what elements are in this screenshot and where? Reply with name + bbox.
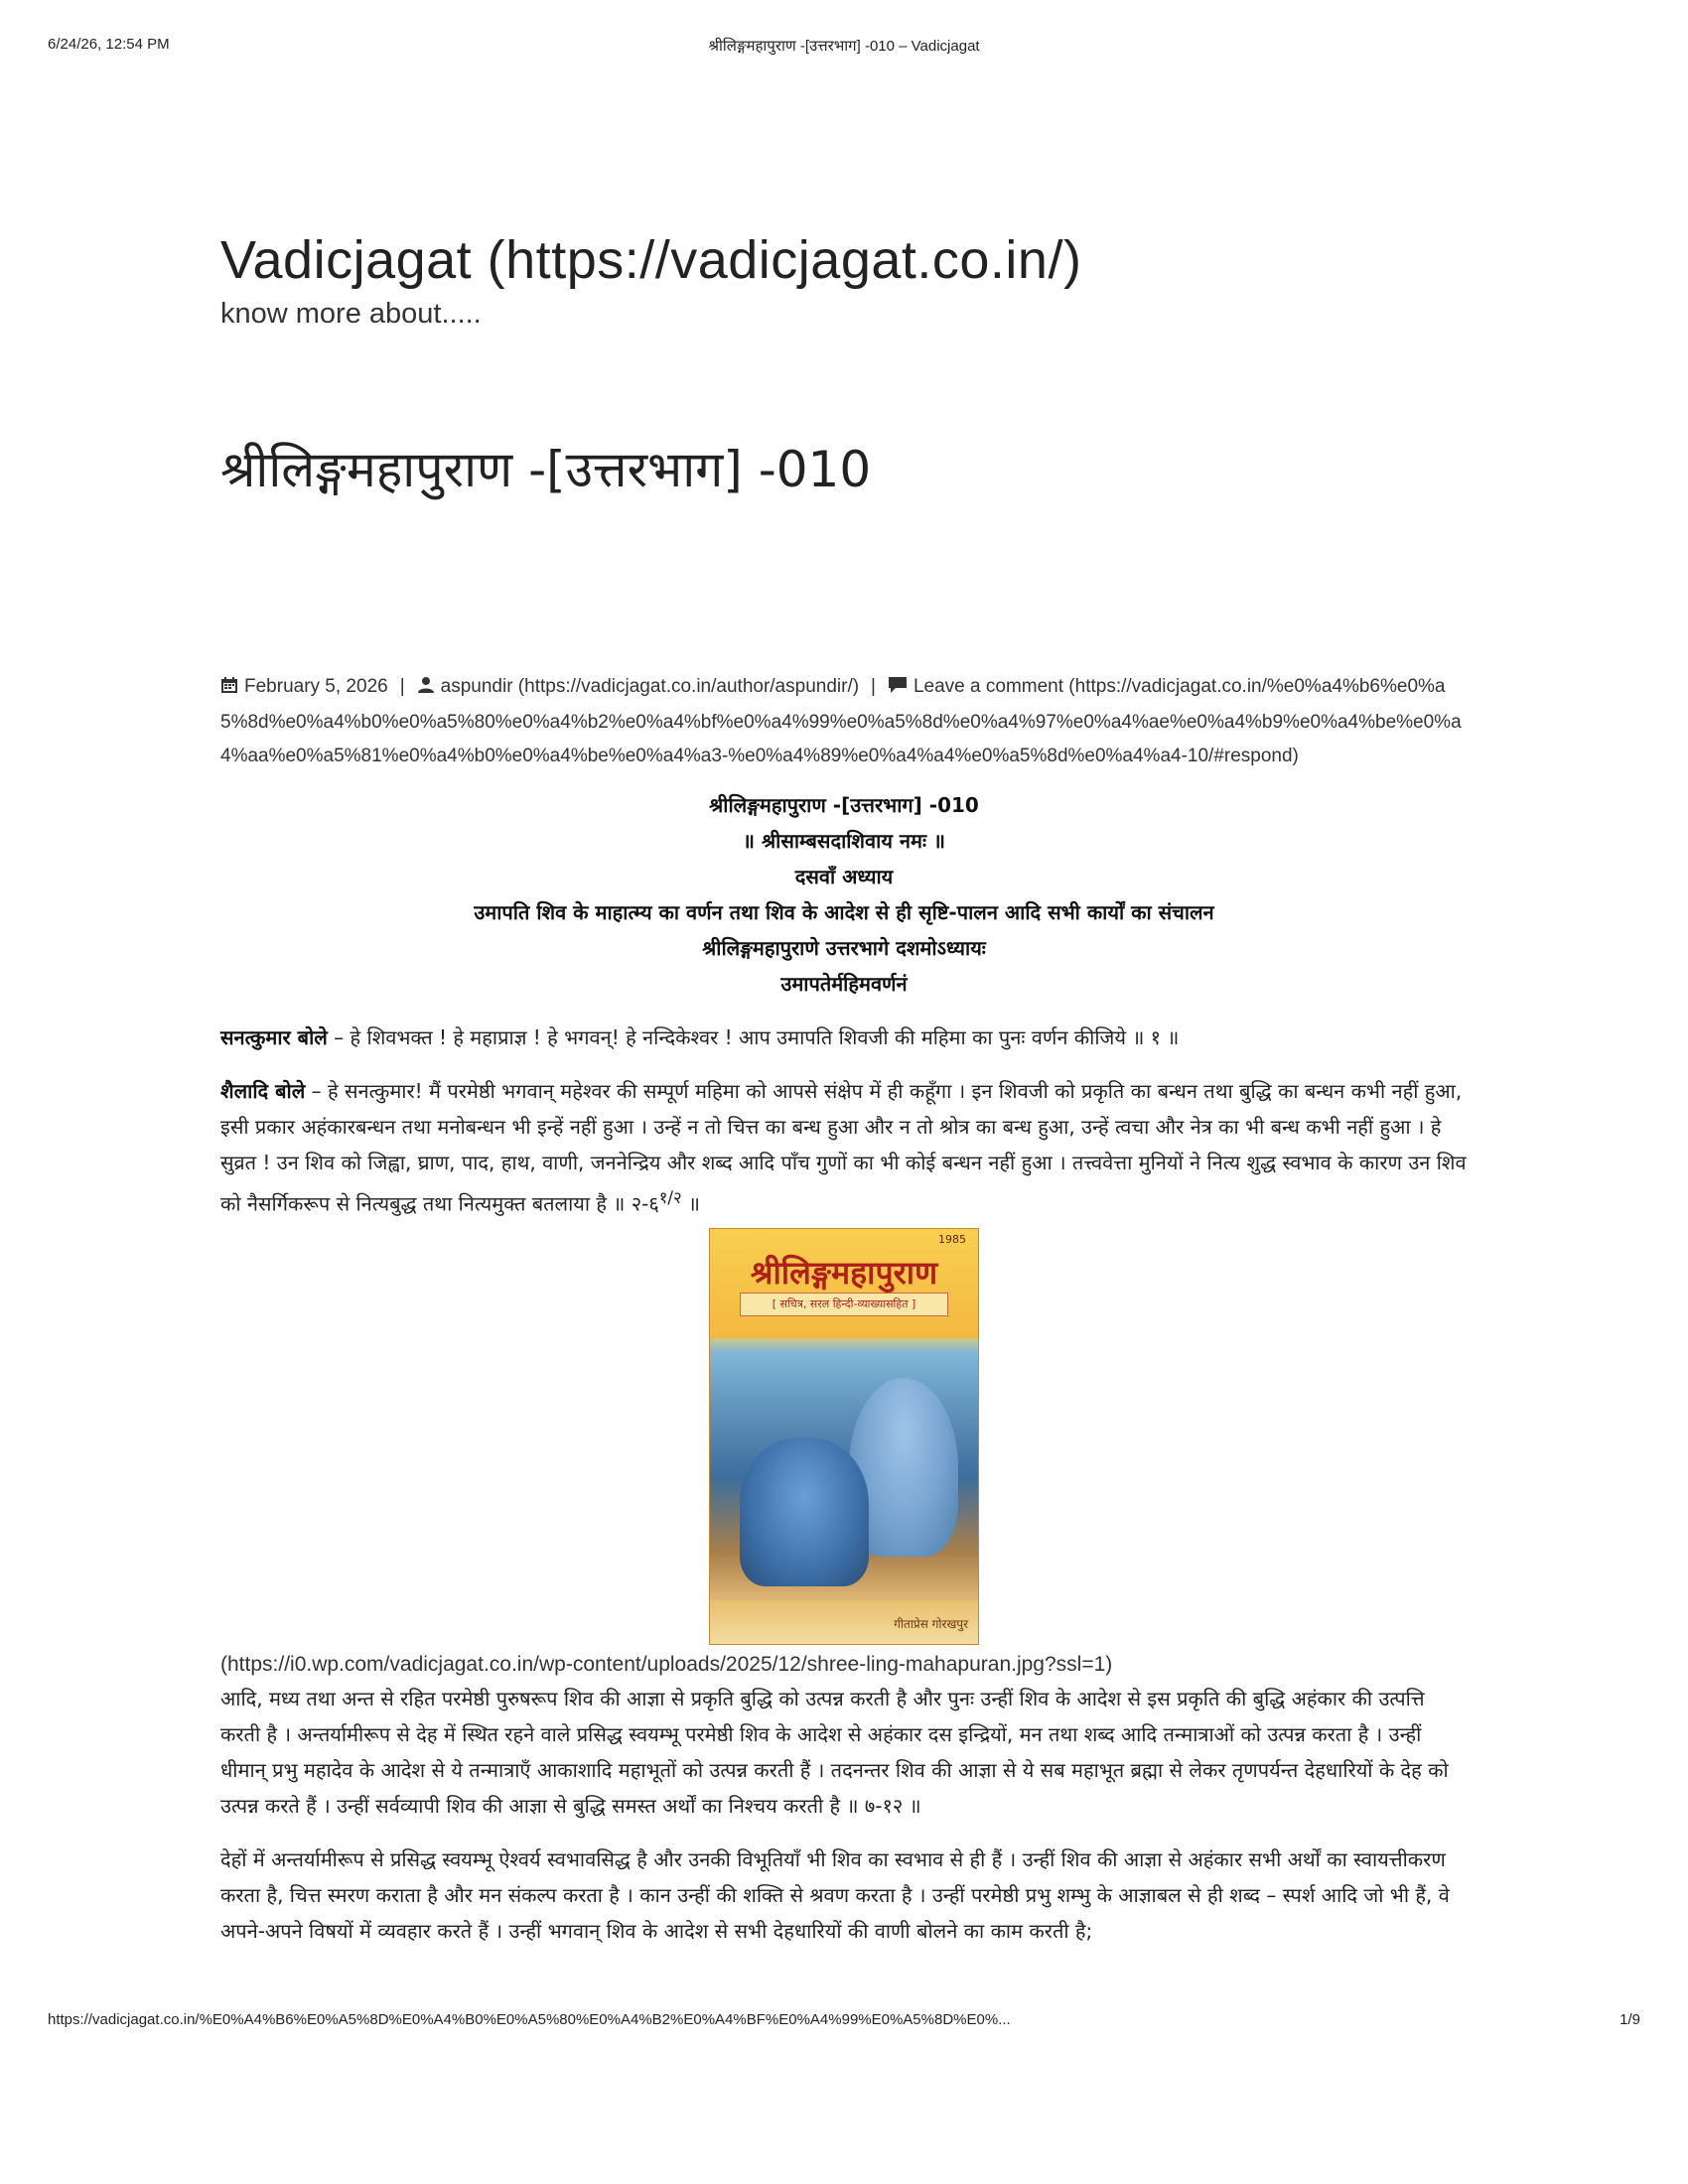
calendar-icon — [220, 672, 238, 706]
leave-comment-link[interactable]: Leave a comment — [913, 676, 1064, 697]
image-url-link[interactable]: (https://i0.wp.com/vadicjagat.co.in/wp-content/uploads/2025/12/shree-ling-mahapuran.jpg?ssl=1) — [220, 1652, 1113, 1676]
site-tagline: know more about..... — [220, 298, 482, 330]
book-cover-image[interactable] — [709, 1228, 979, 1645]
cover-publisher: गीताप्रेस गोरखपुर — [894, 1616, 968, 1631]
post-meta: February 5, 2026 | aspundir (https://vadicjagat.co.in/author/aspundir/) | Leave a comment (https://vadicjagat.co.in/%e0%a4%b6%e0%a5%8d%e0%a4%b0%e0%a5%80%e0%a4%b2%e0%a4%bf%e0%a4%99%e0%a5%8d%e0%a4%97%e0%a4%ae%e0%a4%b9%e0%a4%be%e0%a4%aa%e0%a5%81%e0%a4%b0%e0%a4%be%e0%a4%a3-%e0%a4%89%e0%a4%a4%e0%a5%8d%e0%a4%a4-10/#respond) — [220, 670, 1468, 773]
comment-url-link[interactable]: (https://vadicjagat.co.in/%e0%a4%b6%e0%a5%8d%e0%a4%b0%e0%a5%80%e0%a4%b2%e0%a4%bf%e0%a4%99%e0%a5%8d%e0%a4%97%e0%a4%ae%e0%a4%b9%e0%a4%be%e0%a4%aa%e0%a5%81%e0%a4%b0%e0%a4%be%e0%a4%a3-%e0%a4%89%e0%a4%a4%e0%a5%8d%e0%a4%a4-10/#respond) — [220, 676, 1462, 766]
site-title — [220, 228, 1468, 292]
paragraph — [220, 1073, 1468, 1222]
heading-line: श्रीलिङ्गमहापुराणे उत्तरभागे दशमोऽध्यायः — [702, 936, 986, 960]
heading-line: श्रीलिङ्गमहापुराण -[उत्तरभाग] -010 — [709, 793, 979, 817]
paragraph: देहों में अन्तर्यामीरूप से प्रसिद्ध स्वयम्भू ऐश्वर्य स्वभावसिद्ध है और उनकी विभूतियाँ भी शिव का स्वभाव से ही हैं । उन्हीं शिव की आज्ञा से अहंकार सभी अर्थों का स्वायत्तीकरण करता है, चित्त स्मरण कराता है और मन संकल्प करता है । कान उन्हीं की शक्ति से श्रवण करता है । उन्हीं परमेष्ठी प्रभु शम्भु के आज्ञाबल से ही शब्द – स्पर्श आदि जो भी हैं, वे अपने-अपने विषयों में व्यवहार करते हैं । उन्हीं भगवान् शिव के आदेश से सभी देहधारियों की वाणी बोलने का काम करती है; — [220, 1846, 1450, 1943]
speaker-label: सनत्कुमार बोले — [220, 1025, 328, 1049]
cover-title: श्रीलिङ्गमहापुराण — [750, 1253, 938, 1292]
print-page-title: श्रीलिङ्गमहापुराण -[उत्तरभाग] -010 – Vadicjagat — [708, 38, 980, 55]
chapter-headings — [220, 787, 1468, 1002]
paragraph: आदि, मध्य तथा अन्त से रहित परमेष्ठी पुरुषरूप शिव की आज्ञा से प्रकृति बुद्धि को उत्पन्न करती है और पुनः उन्हीं शिव के आदेश से इस प्रकृति की बुद्धि अहंकार की उत्पत्ति करती है । अन्तर्यामीरूप से देह में स्थित रहने वाले प्रसिद्ध स्वयम्भू परमेष्ठी शिव के आदेश से अहंकार दस इन्द्रियों, मन तथा शब्द आदि तन्मात्राओं को उत्पन्न करता है । उन्हीं धीमान् प्रभु महादेव के आदेश से ये तन्मात्राएँ आकाशादि महाभूतों को उत्पन्न करती हैं । तदनन्तर शिव की आज्ञा से ये सब महाभूत ब्रह्मा से लेकर तृणपर्यन्त देहधारियों के देह को उत्पन्न करते हैं । उन्हीं सर्वव्यापी शिव की आज्ञा से बुद्धि समस्त अर्थों का निश्चय करती है ॥ ७-१२ ॥ — [220, 1686, 1449, 1818]
image-link — [220, 1653, 1468, 1677]
book-image-figure — [220, 1228, 1468, 1649]
post-title: श्रीलिङ्गमहापुराण -[उत्तरभाग] -010 — [220, 441, 872, 498]
fraction-superscript: १/२ — [658, 1188, 682, 1207]
print-datetime: 6/24/26, 12:54 PM — [48, 36, 170, 53]
paragraph-text: – हे सनत्कुमार! मैं परमेष्ठी भगवान् महेश्वर की सम्पूर्ण महिमा को आपसे संक्षेप में ही कहूँगा । इन शिवजी को प्रकृति का बन्धन तथा बुद्धि का बन्धन कभी नहीं हुआ, इसी प्रकार अहंकारबन्धन तथा मनोबन्धन भी इन्हें नहीं हुआ । उन्हें न तो चित्त का बन्ध हुआ और न तो श्रोत्र का बन्ध हुआ, उन्हें त्वचा और नेत्र का भी बन्ध कभी नहीं हुआ । हे सुव्रत ! उन शिव को जिह्वा, घ्राण, पाद, हाथ, वाणी, जननेन्द्रिय और शब्द आदि पाँच गुणों का भी कोई बन्धन नहीं हुआ । तत्त्ववेत्ता मुनियों ने नित्य शुद्ध स्वभाव के कारण उन शिव को नैसर्गिकरूप से नित्यबुद्ध तथा नित्यमुक्त बतलाया है ॥ २-६ — [220, 1079, 1467, 1216]
heading-line: ॥ श्रीसाम्बसदाशिवाय नमः ॥ — [743, 829, 945, 853]
main-content — [220, 228, 1468, 1949]
user-icon — [417, 672, 435, 706]
cover-number: 1985 — [938, 1232, 966, 1246]
page-number: 1/9 — [1619, 2011, 1640, 2028]
post-date-link[interactable]: February 5, 2026 — [244, 676, 388, 697]
print-url: https://vadicjagat.co.in/%E0%A4%B6%E0%A5%8D%E0%A4%B0%E0%A5%80%E0%A4%B2%E0%A4%BF%E0%A4%99%E0%A5%8D%E0%... — [48, 2011, 1011, 2028]
paragraph-end: ॥ — [681, 1191, 701, 1216]
speaker-label: शैलादि बोले — [220, 1079, 306, 1103]
author-link[interactable]: aspundir (https://vadicjagat.co.in/author/aspundir/) — [440, 676, 860, 697]
comment-icon — [888, 672, 908, 706]
site-title-link[interactable]: Vadicjagat (https://vadicjagat.co.in/) — [220, 230, 1082, 290]
devotees-illustration — [740, 1437, 869, 1586]
heading-line: दसवाँ अध्याय — [794, 865, 894, 888]
heading-line: उमापतेर्महिमवर्णनं — [780, 972, 908, 996]
paragraph-text: – हे शिवभक्त ! हे महाप्राज्ञ ! हे भगवन्! हे नन्दिकेश्वर ! आप उमापति शिवजी की महिमा का पुनः वर्णन कीजिये ॥ १ ॥ — [327, 1025, 1180, 1049]
heading-line: उमापति शिव के माहात्म्य का वर्णन तथा शिव के आदेश से ही सृष्टि-पालन आदि सभी कार्यों का संचालन — [474, 900, 1214, 924]
cover-subtitle: [ सचित्र, सरल हिन्दी-व्याख्यासहित ] — [740, 1293, 948, 1316]
paragraph — [220, 1020, 1468, 1055]
